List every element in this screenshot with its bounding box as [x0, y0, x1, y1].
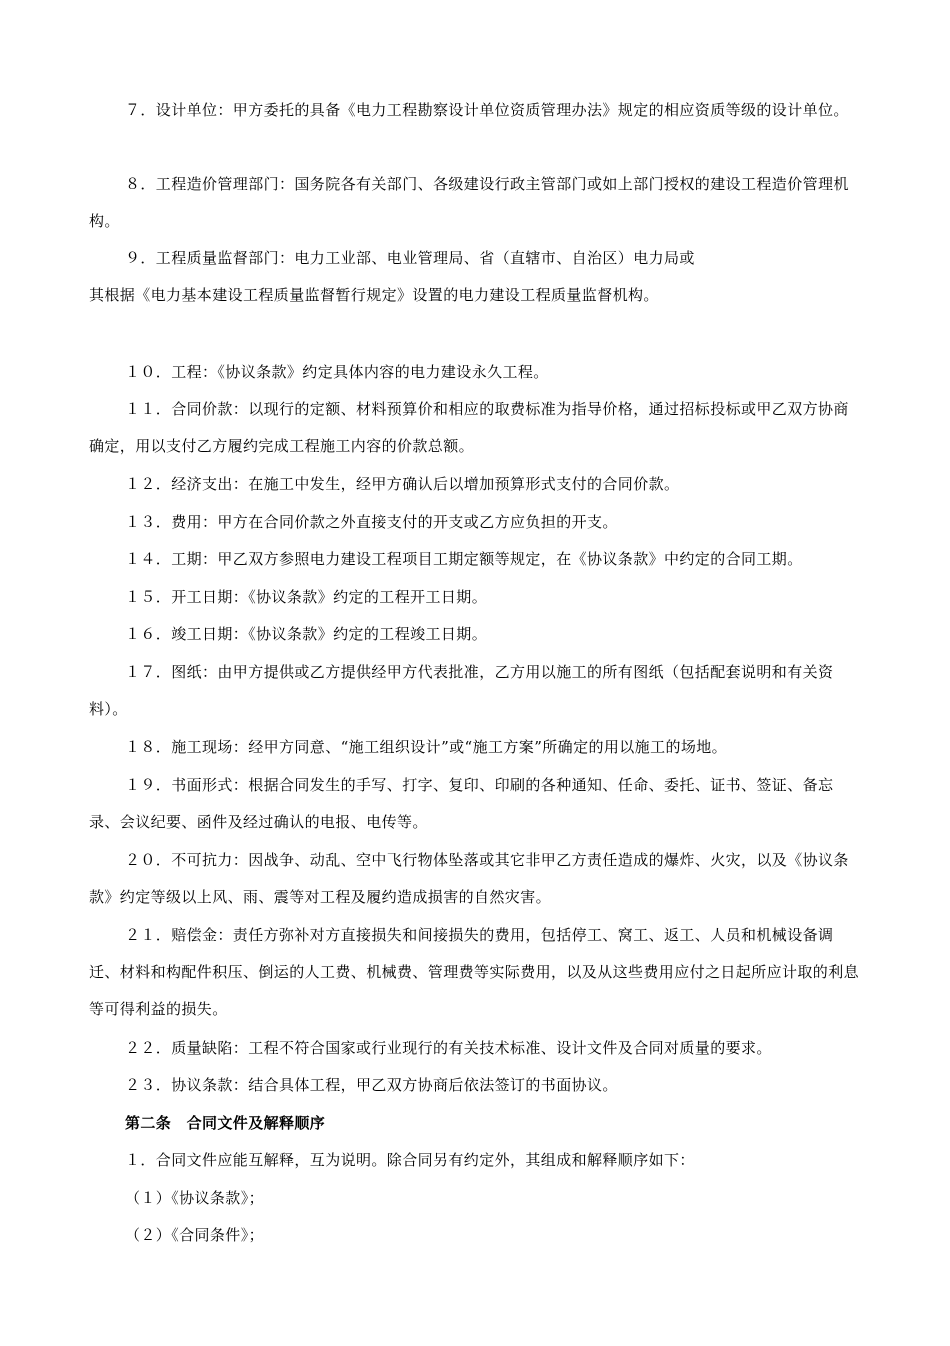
clause-16: １６．竣工日期：《协议条款》约定的工程竣工日期。: [125, 625, 488, 643]
clause-10: １０．工程：《协议条款》约定具体内容的电力建设永久工程。: [125, 363, 549, 381]
clause-17: １７．图纸：由甲方提供或乙方提供经甲方代表批准，乙方用以施工的所有图纸（包括配套说明和有关资料）。: [89, 663, 834, 718]
clause-23: ２３．协议条款：结合具体工程，甲乙双方协商后依法签订的书面协议。: [125, 1076, 618, 1094]
clause-15: １５．开工日期：《协议条款》约定的工程开工日期。: [125, 588, 488, 606]
section-heading: 第二条 合同文件及解释顺序: [125, 1114, 326, 1132]
list-item: （２）《合同条件》；: [125, 1226, 265, 1244]
clause-20: ２０．不可抗力：因战争、动乱、空中飞行物体坠落或其它非甲乙方责任造成的爆炸、火灾，以及《协议条款》约定等级以上风、雨、震等对工程及履约造成损害的自然灾害。: [89, 851, 849, 906]
list-item: （１）《协议条款》；: [125, 1189, 265, 1207]
clause-21: ２１．赔偿金：责任方弥补对方直接损失和间接损失的费用，包括停工、窝工、返工、人员和机械设备调迁、材料和构配件积压、倒运的人工费、机械费、管理费等实际费用，以及从这些费用应付之日起所应计取的利息等可得利益的损失。: [89, 926, 860, 1018]
section-intro: １．合同文件应能互解释，互为说明。除合同另有约定外，其组成和解释顺序如下：: [125, 1151, 695, 1169]
clause-11: １１．合同价款：以现行的定额、材料预算价和相应的取费标准为指导价格，通过招标投标或甲乙双方协商确定，用以支付乙方履约完成工程施工内容的价款总额。: [89, 400, 849, 455]
clause-13: １３．费用：甲方在合同价款之外直接支付的开支或乙方应负担的开支。: [125, 513, 618, 531]
clause-9: ９．工程质量监督部门：电力工业部、电业管理局、省（直辖市、自治区）电力局或其根据《电力基本建设工程质量监督暂行规定》设置的电力建设工程质量监督机构。: [89, 249, 695, 304]
clause-18: １８．施工现场：经甲方同意、“施工组织设计”或“施工方案”所确定的用以施工的场地。: [125, 738, 728, 756]
clause-14: １４．工期：甲乙双方参照电力建设工程项目工期定额等规定，在《协议条款》中约定的合同工期。: [125, 550, 803, 568]
clause-8: ８．工程造价管理部门：国务院各有关部门、各级建设行政主管部门或如上部门授权的建设工程造价管理机构。: [89, 175, 849, 230]
clause-12: １２．经济支出：在施工中发生，经甲方确认后以增加预算形式支付的合同价款。: [125, 475, 680, 493]
clause-7: ７．设计单位：甲方委托的具备《电力工程勘察设计单位资质管理办法》规定的相应资质等级的设计单位。: [125, 101, 849, 119]
clause-19: １９．书面形式：根据合同发生的手写、打字、复印、印刷的各种通知、任命、委托、证书、签证、备忘录、会议纪要、函件及经过确认的电报、电传等。: [89, 776, 834, 831]
clause-22: ２２．质量缺陷：工程不符合国家或行业现行的有关技术标准、设计文件及合同对质量的要求。: [125, 1039, 772, 1057]
